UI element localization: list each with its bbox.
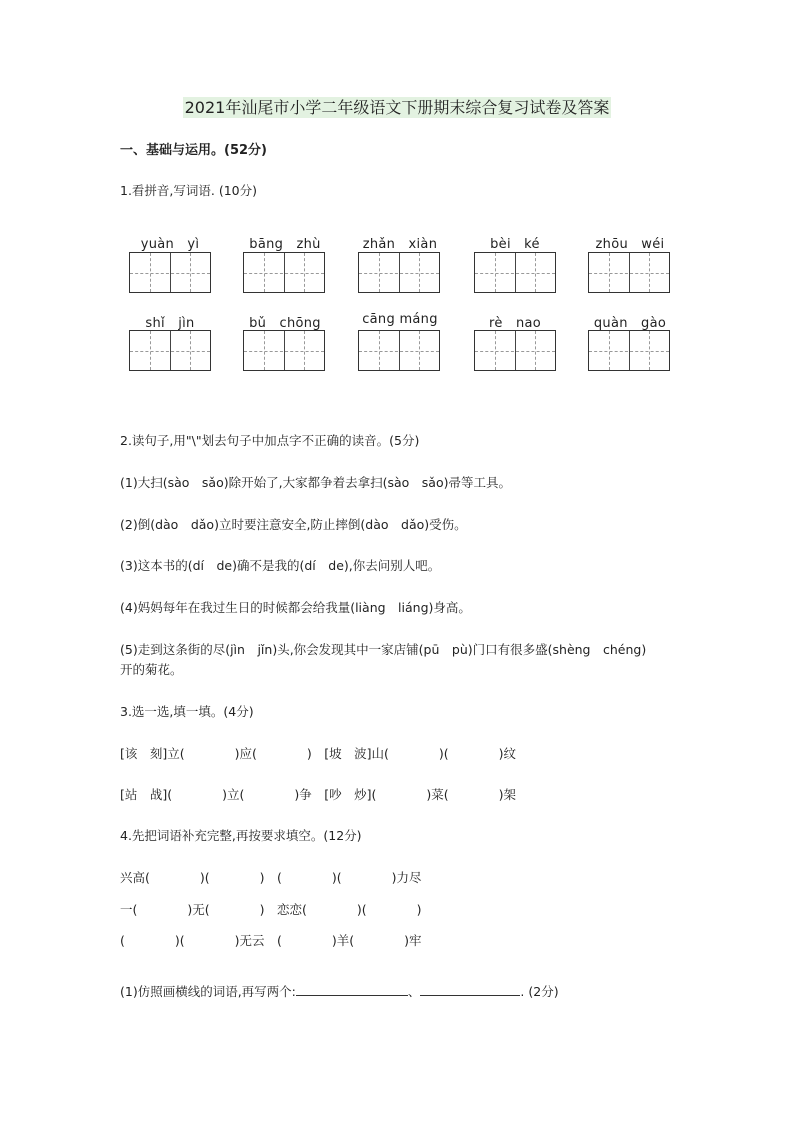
question-4-line[interactable]: ( )( )无云 ( )羊( )牢 (120, 933, 422, 948)
question-1-prompt: 1.看拼音,写词语. (10分) (120, 183, 258, 198)
writing-grid[interactable] (129, 330, 211, 371)
writing-grid[interactable] (243, 252, 325, 293)
question-4-prompt: 4.先把词语补充完整,再按要求填空。(12分) (120, 828, 362, 843)
writing-grid[interactable] (243, 330, 325, 371)
answer-blank[interactable] (296, 984, 408, 996)
question-2-item-continued: 开的菊花。 (120, 662, 183, 677)
pinyin-label: zhǎn xiàn (362, 237, 438, 252)
writing-grid[interactable] (129, 252, 211, 293)
score-note: . (2分) (520, 984, 559, 999)
pinyin-label: bǔ chōng (249, 316, 321, 331)
pinyin-label: bāng zhù (249, 237, 321, 252)
question-4-sub-1 (120, 982, 559, 1000)
writing-grid[interactable] (358, 252, 440, 293)
question-2-item: (1)大扫(sào sǎo)除开始了,大家都争着去拿扫(sào sǎo)帚等工具。 (120, 475, 511, 490)
question-4-line[interactable]: 一( )无( ) 恋恋( )( ) (120, 902, 422, 917)
question-2-item: (3)这本书的(dí de)确不是我的(dí de),你去问别人吧。 (120, 558, 441, 573)
pinyin-label: zhōu wéi (595, 237, 665, 252)
question-3-line[interactable]: [站 战]( )立( )争 [吵 炒]( )菜( )架 (120, 787, 517, 802)
question-2-item: (4)妈妈每年在我过生日的时候都会给我量(liàng liáng)身高。 (120, 600, 471, 615)
question-2-item: (5)走到这条街的尽(jìn jǐn)头,你会发现其中一家店铺(pū pù)门口有很多盛(shèng chéng) (120, 642, 647, 657)
section-heading: 一、基础与运用。(52分) (120, 143, 267, 158)
writing-grid[interactable] (588, 330, 670, 371)
pinyin-label: yuàn yì (140, 237, 200, 252)
pinyin-label: shǐ jìn (145, 316, 195, 331)
answer-blank[interactable] (420, 984, 520, 996)
pinyin-label: cāng máng (362, 312, 438, 327)
question-2-item: (2)倒(dào dǎo)立时要注意安全,防止摔倒(dào dǎo)受伤。 (120, 517, 467, 532)
writing-grid[interactable] (474, 252, 556, 293)
question-4-line[interactable]: 兴高( )( ) ( )( )力尽 (120, 870, 422, 885)
separator: 、 (407, 984, 421, 999)
pinyin-label: rè nao (488, 316, 542, 331)
pinyin-label: bèi ké (490, 237, 540, 252)
question-3-line[interactable]: [该 刻]立( )应( ) [坡 波]山( )( )纹 (120, 746, 517, 761)
writing-grid[interactable] (474, 330, 556, 371)
sub-question-text: (1)仿照画横线的词语,再写两个: (120, 984, 296, 999)
writing-grid[interactable] (358, 330, 440, 371)
page-title: 2021年汕尾市小学二年级语文下册期末综合复习试卷及答案 (184, 98, 610, 117)
question-2-prompt: 2.读句子,用"\"划去句子中加点字不正确的读音。(5分) (120, 433, 420, 448)
pinyin-label: quàn gào (593, 316, 667, 331)
question-3-prompt: 3.选一选,填一填。(4分) (120, 704, 254, 719)
writing-grid[interactable] (588, 252, 670, 293)
